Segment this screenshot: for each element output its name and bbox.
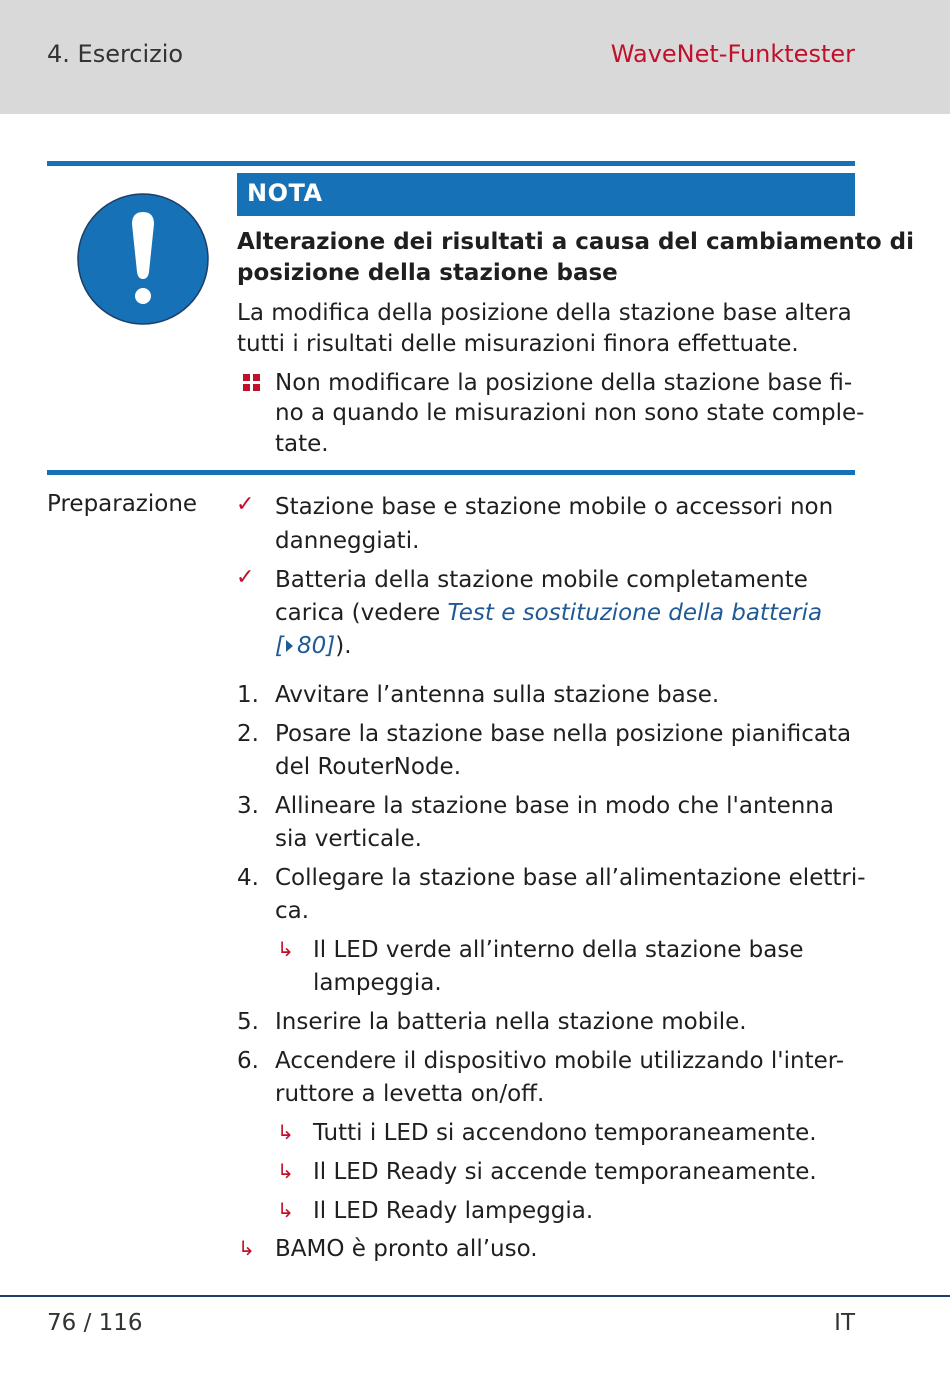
note-bottom-rule	[47, 470, 855, 475]
check-icon: ✓	[236, 492, 255, 517]
product-title: WaveNet-Funktester	[610, 40, 855, 68]
step-6-result-2: Il LED Ready si accende temporaneamente.	[313, 1159, 817, 1185]
step-2-line2: del RouterNode.	[275, 754, 462, 780]
result-arrow-icon: ↳	[277, 1120, 294, 1144]
prep-item-2-line2: carica (vedere Test e sostituzione della batteria	[275, 600, 823, 626]
step-number: 5.	[237, 1009, 259, 1035]
note-title-line1: Alterazione dei risultati a causa del cambiamento di	[237, 229, 915, 255]
step-5-line1: Inserire la batteria nella stazione mobile.	[275, 1009, 747, 1035]
result-arrow-icon: ↳	[277, 1159, 294, 1183]
step-number: 1.	[237, 682, 259, 708]
final-result: BAMO è pronto all’uso.	[275, 1236, 538, 1262]
page-ref-triangle-icon	[286, 640, 293, 652]
check-icon: ✓	[236, 565, 255, 590]
result-arrow-icon: ↳	[238, 1236, 255, 1260]
footer-rule	[0, 1295, 950, 1297]
step-3-line1: Allineare la stazione base in modo che l'antenna	[275, 793, 834, 819]
page-number: 76 / 116	[47, 1310, 143, 1336]
square-bullet-icon	[243, 374, 260, 391]
step-number: 2.	[237, 721, 259, 747]
preparation-label: Preparazione	[47, 491, 198, 517]
note-bullet-line3: tate.	[275, 431, 329, 457]
step-6-line2: ruttore a levetta on/off.	[275, 1081, 545, 1107]
note-top-rule	[47, 161, 855, 166]
result-arrow-icon: ↳	[277, 937, 294, 961]
prep-item-2-line1: Batteria della stazione mobile completamente	[275, 567, 808, 593]
step-4-line1: Collegare la stazione base all’alimentazione elettri-	[275, 865, 866, 891]
prep-item-1-line1: Stazione base e stazione mobile o accessori non	[275, 494, 834, 520]
step-2-line1: Posare la stazione base nella posizione pianificata	[275, 721, 852, 747]
step-4-line2: ca.	[275, 898, 310, 924]
step-4-result-line2: lampeggia.	[313, 970, 442, 996]
exclamation-circle-icon	[76, 192, 210, 326]
chapter-title: 4. Esercizio	[47, 40, 184, 68]
note-bullet-line2: no a quando le misurazioni non sono state comple-	[275, 400, 865, 426]
prep-item-1-line2: danneggiati.	[275, 528, 420, 554]
step-number: 3.	[237, 793, 259, 819]
note-body-line2: tutti i risultati delle misurazioni finora effettuate.	[237, 331, 799, 357]
step-number: 6.	[237, 1048, 259, 1074]
step-6-result-3: Il LED Ready lampeggia.	[313, 1198, 594, 1224]
step-6-line1: Accendere il dispositivo mobile utilizzando l'inter-	[275, 1048, 845, 1074]
page-reference-link[interactable]: [ 80]	[275, 633, 336, 659]
step-6-result-1: Tutti i LED si accendono temporaneamente.	[313, 1120, 817, 1146]
prep-item-2-line3: [ 80]).	[275, 633, 352, 659]
result-arrow-icon: ↳	[277, 1198, 294, 1222]
step-4-result-line1: Il LED verde all’interno della stazione base	[313, 937, 804, 963]
note-body-line1: La modifica della posizione della stazione base altera	[237, 300, 852, 326]
language-code: IT	[834, 1310, 855, 1336]
page-header	[0, 0, 950, 114]
step-number: 4.	[237, 865, 259, 891]
note-title-line2: posizione della stazione base	[237, 260, 618, 286]
step-3-line2: sia verticale.	[275, 826, 422, 852]
note-bullet-line1: Non modificare la posizione della stazione base fi-	[275, 370, 853, 396]
note-label: NOTA	[247, 179, 323, 207]
step-1-line1: Avvitare l’antenna sulla stazione base.	[275, 682, 720, 708]
battery-test-link[interactable]: Test e sostituzione della batteria	[447, 600, 823, 626]
note-header-bar	[237, 173, 855, 216]
